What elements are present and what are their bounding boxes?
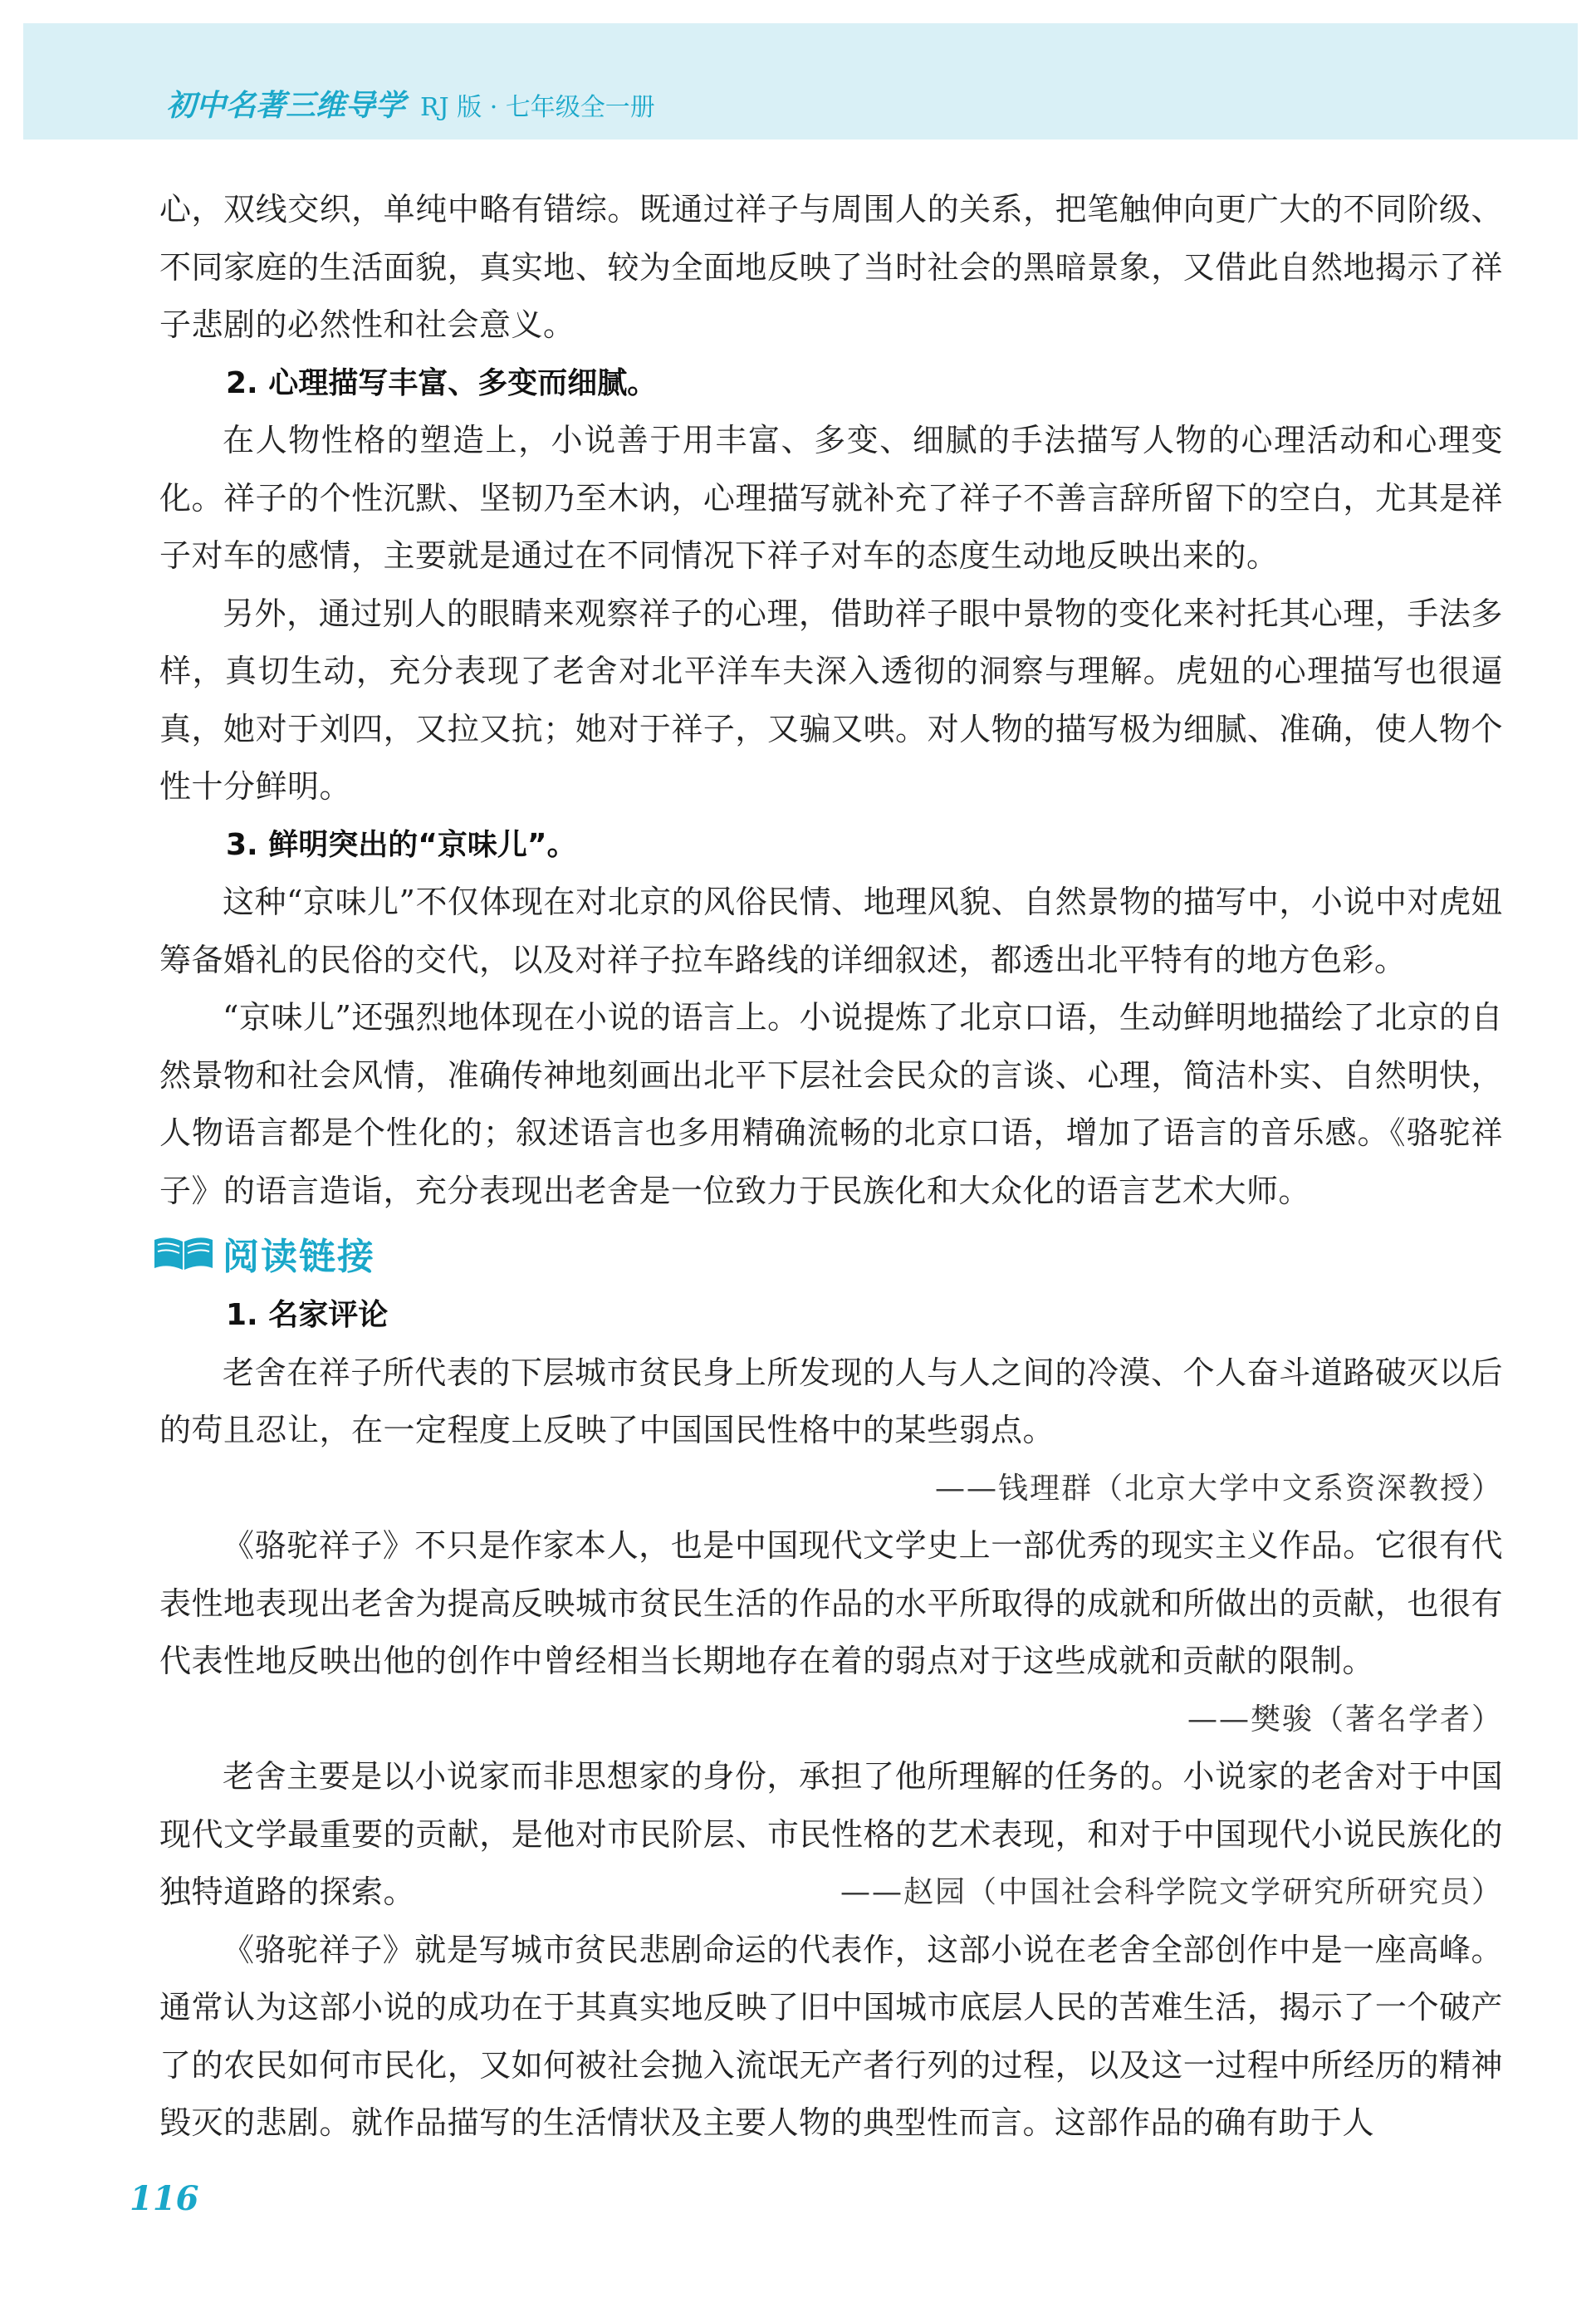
series-title: 初中名著三维导学: [166, 89, 406, 123]
subheading-psychology: 2. 心理描写丰富、多变而细腻。: [226, 365, 658, 400]
edition-label: RJ 版 · 七年级全一册: [420, 93, 655, 122]
quote-3-text: 老舍主要是以小说家而非思想家的身份，承担了他所理解的任务的。小说家的老舍对于中国现代文学最重要的贡献，是他对市民阶层、市民性格的艺术表现，和对于中国现代小说民族化的独特道路的探索。: [159, 1758, 1503, 1910]
quote-1: 老舍在祥子所代表的下层城市贫民身上所发现的人与人之间的冷漠、个人奋斗道路破灭以后的苟且忍让，在一定程度上反映了中国国民性格中的某些弱点。: [159, 1354, 1503, 1448]
attribution-3: ——赵园（中国社会科学院文学研究所研究员）: [840, 1875, 1503, 1909]
page-number: 116: [130, 2179, 199, 2218]
subheading-critics: 1. 名家评论: [226, 1298, 389, 1332]
page-content: [159, 181, 1503, 2153]
quote-3: [159, 1748, 1503, 1922]
paragraph-beijing-2: “京味儿”还强烈地体现在小说的语言上。小说提炼了北京口语，生动鲜明地描绘了北京的自然景物和社会风情，准确传神地刻画出北平下层社会民众的言谈、心理，简洁朴实、自然明快，人物语言都是个性化的；叙述语言也多用精确流畅的北京口语，增加了语言的音乐感。《骆驼祥子》的语言造诣，充分表现出老舍是一位致力于民族化和大众化的语言艺术大师。: [159, 999, 1503, 1209]
attribution-2: ——樊骏（著名学者）: [1187, 1702, 1503, 1736]
paragraph-intro: 心，双线交织，单纯中略有错综。既通过祥子与周围人的关系，把笔触伸向更广大的不同阶级、不同家庭的生活面貌，真实地、较为全面地反映了当时社会的黑暗景象，又借此自然地揭示了祥子悲剧的必然性和社会意义。: [159, 191, 1503, 343]
paragraph-psychology-2: 另外，通过别人的眼睛来观察祥子的心理，借助祥子眼中景物的变化来衬托其心理，手法多样，真切生动，充分表现了老舍对北平洋车夫深入透彻的洞察与理解。虎妞的心理描写也很逼真，她对于刘四，又拉又抗；她对于祥子，又骗又哄。对人物的描写极为细腻、准确，使人物个性十分鲜明。: [159, 595, 1503, 805]
subheading-beijing-flavor: 3. 鲜明突出的“京味儿”。: [226, 827, 577, 862]
running-header: [166, 91, 655, 121]
quote-4: 《骆驼祥子》就是写城市贫民悲剧命运的代表作，这部小说在老舍全部创作中是一座高峰。通常认为这部小说的成功在于其真实地反映了旧中国城市底层人民的苦难生活，揭示了一个破产了的农民如何市民化，又如何被社会抛入流氓无产者行列的过程，以及这一过程中所经历的精神毁灭的悲剧。就作品描写的生活情状及主要人物的典型性而言。这部作品的确有助于人: [159, 1931, 1503, 2141]
paragraph-psychology-1: 在人物性格的塑造上，小说善于用丰富、多变、细腻的手法描写人物的心理活动和心理变化。祥子的个性沉默、坚韧乃至木讷，心理描写就补充了祥子不善言辞所留下的空白，尤其是祥子对车的感情，主要就是通过在不同情况下祥子对车的态度生动地反映出来的。: [159, 422, 1503, 574]
attribution-1: ——钱理群（北京大学中文系资深教授）: [934, 1471, 1503, 1506]
reading-link-heading: [151, 1220, 1503, 1286]
quote-2: 《骆驼祥子》不只是作家本人，也是中国现代文学史上一部优秀的现实主义作品。它很有代表性地表现出老舍为提高反映城市贫民生活的作品的水平所取得的成就和所做出的贡献，也很有代表性地反映出他的创作中曾经相当长期地存在着的弱点对于这些成就和贡献的限制。: [159, 1527, 1503, 1679]
paragraph-beijing-1: 这种“京味儿”不仅体现在对北京的风俗民情、地理风貌、自然景物的描写中，小说中对虎妞筹备婚礼的民俗的交代，以及对祥子拉车路线的详细叙述，都透出北平特有的地方色彩。: [159, 884, 1503, 978]
reading-link-title: 阅读链接: [223, 1236, 375, 1278]
open-book-icon: [151, 1235, 216, 1271]
